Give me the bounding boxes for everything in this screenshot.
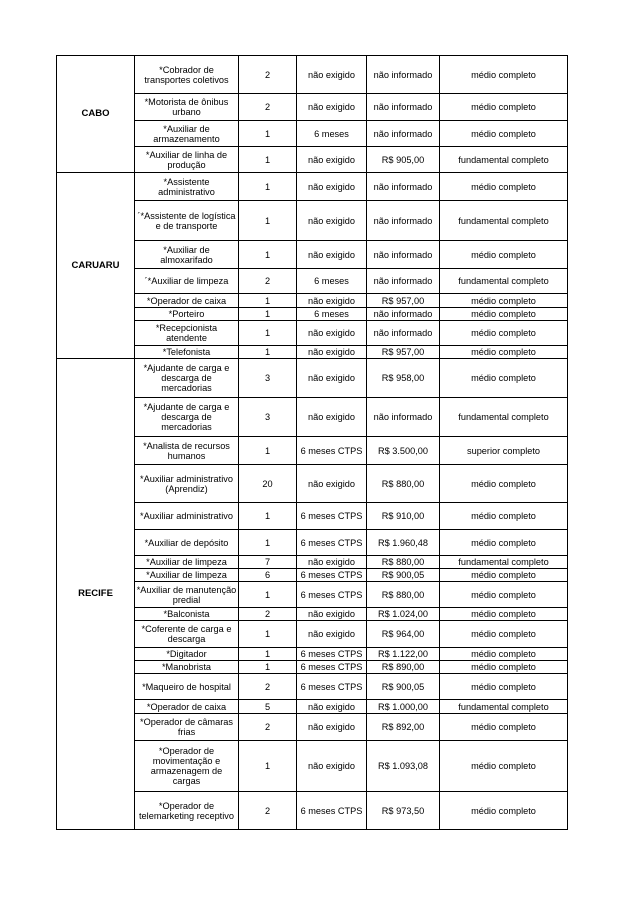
vacancies-cell: 1: [239, 661, 297, 674]
experience-cell: não exigido: [297, 321, 367, 346]
salary-cell: R$ 892,00: [367, 714, 440, 741]
job-title-cell: *Digitador: [135, 648, 239, 661]
salary-cell: R$ 905,00: [367, 147, 440, 173]
vacancies-cell: 1: [239, 321, 297, 346]
education-cell: médio completo: [440, 714, 568, 741]
job-title-cell: *Operador de telemarketing receptivo: [135, 792, 239, 830]
table-row: [57, 359, 568, 398]
education-cell: médio completo: [440, 582, 568, 608]
vacancies-cell: 1: [239, 294, 297, 308]
salary-cell: R$ 1.093,08: [367, 741, 440, 792]
education-cell: médio completo: [440, 94, 568, 121]
education-cell: médio completo: [440, 241, 568, 269]
job-title-cell: *Operador de câmaras frias: [135, 714, 239, 741]
vacancies-cell: 1: [239, 621, 297, 648]
job-title-cell: *Ajudante de carga e descarga de mercadorias: [135, 398, 239, 437]
experience-cell: não exigido: [297, 465, 367, 503]
experience-cell: não exigido: [297, 608, 367, 621]
salary-cell: não informado: [367, 241, 440, 269]
experience-cell: não exigido: [297, 94, 367, 121]
experience-cell: não exigido: [297, 700, 367, 714]
vacancies-cell: 1: [239, 503, 297, 530]
experience-cell: 6 meses CTPS: [297, 437, 367, 465]
education-cell: fundamental completo: [440, 398, 568, 437]
experience-cell: não exigido: [297, 346, 367, 359]
experience-cell: não exigido: [297, 621, 367, 648]
education-cell: médio completo: [440, 308, 568, 321]
salary-cell: R$ 1.024,00: [367, 608, 440, 621]
job-title-cell: *Auxiliar de armazenamento: [135, 121, 239, 147]
salary-cell: R$ 957,00: [367, 346, 440, 359]
job-title-cell: *Telefonista: [135, 346, 239, 359]
vacancies-cell: 2: [239, 269, 297, 294]
job-title-cell: *Ajudante de carga e descarga de mercadorias: [135, 359, 239, 398]
vacancies-cell: 1: [239, 530, 297, 556]
salary-cell: não informado: [367, 94, 440, 121]
experience-cell: 6 meses CTPS: [297, 792, 367, 830]
job-title-cell: *Assistente administrativo: [135, 173, 239, 201]
job-title-cell: *Operador de caixa: [135, 294, 239, 308]
vacancies-cell: 2: [239, 56, 297, 94]
salary-cell: não informado: [367, 173, 440, 201]
salary-cell: R$ 880,00: [367, 556, 440, 569]
experience-cell: não exigido: [297, 147, 367, 173]
experience-cell: 6 meses CTPS: [297, 569, 367, 582]
education-cell: fundamental completo: [440, 147, 568, 173]
salary-cell: não informado: [367, 121, 440, 147]
job-title-cell: *Manobrista: [135, 661, 239, 674]
salary-cell: R$ 880,00: [367, 582, 440, 608]
vacancies-cell: 2: [239, 608, 297, 621]
education-cell: médio completo: [440, 608, 568, 621]
salary-cell: R$ 958,00: [367, 359, 440, 398]
vacancies-cell: 1: [239, 346, 297, 359]
vacancies-cell: 1: [239, 173, 297, 201]
city-cell: CABO: [57, 56, 135, 173]
education-cell: médio completo: [440, 173, 568, 201]
education-cell: fundamental completo: [440, 269, 568, 294]
education-cell: médio completo: [440, 569, 568, 582]
vacancies-cell: 1: [239, 437, 297, 465]
education-cell: médio completo: [440, 359, 568, 398]
education-cell: médio completo: [440, 503, 568, 530]
experience-cell: não exigido: [297, 359, 367, 398]
experience-cell: 6 meses: [297, 308, 367, 321]
vacancies-cell: 1: [239, 121, 297, 147]
job-title-cell: *Auxiliar administrativo (Aprendiz): [135, 465, 239, 503]
vacancies-cell: 20: [239, 465, 297, 503]
job-title-cell: *Porteiro: [135, 308, 239, 321]
education-cell: médio completo: [440, 56, 568, 94]
experience-cell: 6 meses CTPS: [297, 530, 367, 556]
job-title-cell: *Analista de recursos humanos: [135, 437, 239, 465]
experience-cell: não exigido: [297, 398, 367, 437]
salary-cell: R$ 900,05: [367, 569, 440, 582]
experience-cell: não exigido: [297, 556, 367, 569]
salary-cell: R$ 3.500,00: [367, 437, 440, 465]
salary-cell: R$ 957,00: [367, 294, 440, 308]
job-title-cell: *Coferente de carga e descarga: [135, 621, 239, 648]
salary-cell: não informado: [367, 308, 440, 321]
salary-cell: não informado: [367, 269, 440, 294]
vacancies-cell: 3: [239, 398, 297, 437]
table-row: [57, 56, 568, 94]
vacancies-cell: 1: [239, 648, 297, 661]
education-cell: médio completo: [440, 674, 568, 700]
experience-cell: não exigido: [297, 714, 367, 741]
experience-cell: não exigido: [297, 201, 367, 241]
vacancies-cell: 1: [239, 147, 297, 173]
education-cell: médio completo: [440, 121, 568, 147]
vacancies-cell: 2: [239, 94, 297, 121]
job-title-cell: *Auxiliar de limpeza: [135, 569, 239, 582]
job-title-cell: *Motorista de ônibus urbano: [135, 94, 239, 121]
job-title-cell: *Auxiliar de manutenção predial: [135, 582, 239, 608]
experience-cell: 6 meses CTPS: [297, 582, 367, 608]
job-title-cell: *Recepcionista atendente: [135, 321, 239, 346]
education-cell: médio completo: [440, 321, 568, 346]
job-title-cell: ´*Assistente de logística e de transporte: [135, 201, 239, 241]
salary-cell: R$ 964,00: [367, 621, 440, 648]
education-cell: médio completo: [440, 648, 568, 661]
vacancies-cell: 5: [239, 700, 297, 714]
experience-cell: não exigido: [297, 741, 367, 792]
experience-cell: 6 meses CTPS: [297, 648, 367, 661]
education-cell: médio completo: [440, 621, 568, 648]
job-title-cell: *Auxiliar administrativo: [135, 503, 239, 530]
vacancies-cell: 2: [239, 674, 297, 700]
education-cell: fundamental completo: [440, 201, 568, 241]
city-cell: RECIFE: [57, 359, 135, 830]
salary-cell: não informado: [367, 201, 440, 241]
experience-cell: 6 meses: [297, 269, 367, 294]
education-cell: médio completo: [440, 465, 568, 503]
vacancies-cell: 1: [239, 582, 297, 608]
salary-cell: R$ 1.960,48: [367, 530, 440, 556]
job-title-cell: *Auxiliar de almoxarifado: [135, 241, 239, 269]
education-cell: superior completo: [440, 437, 568, 465]
salary-cell: R$ 1.000,00: [367, 700, 440, 714]
salary-cell: R$ 973,50: [367, 792, 440, 830]
vacancies-cell: 1: [239, 201, 297, 241]
education-cell: médio completo: [440, 661, 568, 674]
table-body: [57, 56, 568, 830]
education-cell: médio completo: [440, 294, 568, 308]
job-title-cell: *Auxiliar de limpeza: [135, 556, 239, 569]
experience-cell: não exigido: [297, 56, 367, 94]
table-row: [57, 173, 568, 201]
job-title-cell: ´*Auxiliar de limpeza: [135, 269, 239, 294]
experience-cell: não exigido: [297, 241, 367, 269]
vacancies-cell: 7: [239, 556, 297, 569]
salary-cell: não informado: [367, 321, 440, 346]
vacancies-cell: 3: [239, 359, 297, 398]
salary-cell: R$ 890,00: [367, 661, 440, 674]
vacancies-cell: 6: [239, 569, 297, 582]
city-cell: CARUARU: [57, 173, 135, 359]
vacancies-cell: 1: [239, 241, 297, 269]
job-title-cell: *Cobrador de transportes coletivos: [135, 56, 239, 94]
job-title-cell: *Auxiliar de linha de produção: [135, 147, 239, 173]
job-title-cell: *Maqueiro de hospital: [135, 674, 239, 700]
experience-cell: não exigido: [297, 173, 367, 201]
salary-cell: R$ 880,00: [367, 465, 440, 503]
vacancies-cell: 2: [239, 792, 297, 830]
education-cell: médio completo: [440, 741, 568, 792]
vacancies-cell: 1: [239, 741, 297, 792]
experience-cell: 6 meses CTPS: [297, 661, 367, 674]
experience-cell: 6 meses: [297, 121, 367, 147]
salary-cell: não informado: [367, 56, 440, 94]
experience-cell: não exigido: [297, 294, 367, 308]
vacancies-cell: 2: [239, 714, 297, 741]
salary-cell: R$ 910,00: [367, 503, 440, 530]
education-cell: fundamental completo: [440, 700, 568, 714]
job-vacancies-table: [56, 55, 568, 830]
job-title-cell: *Operador de movimentação e armazenagem de cargas: [135, 741, 239, 792]
experience-cell: 6 meses CTPS: [297, 674, 367, 700]
experience-cell: 6 meses CTPS: [297, 503, 367, 530]
education-cell: médio completo: [440, 346, 568, 359]
education-cell: fundamental completo: [440, 556, 568, 569]
salary-cell: não informado: [367, 398, 440, 437]
job-title-cell: *Balconista: [135, 608, 239, 621]
salary-cell: R$ 1.122,00: [367, 648, 440, 661]
education-cell: médio completo: [440, 792, 568, 830]
job-title-cell: *Operador de caixa: [135, 700, 239, 714]
vacancies-cell: 1: [239, 308, 297, 321]
salary-cell: R$ 900,05: [367, 674, 440, 700]
education-cell: médio completo: [440, 530, 568, 556]
job-title-cell: *Auxiliar de depósito: [135, 530, 239, 556]
